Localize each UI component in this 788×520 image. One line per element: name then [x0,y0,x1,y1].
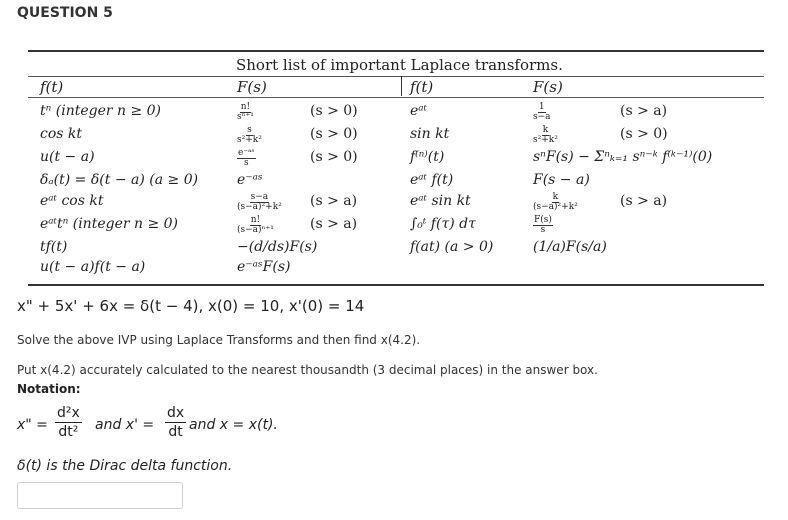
transform-fraction [533,193,578,212]
function-cell: eᵃᵗ cos kt [40,193,104,209]
transform-fraction [533,216,553,235]
header-F-right: F(s) [533,78,563,96]
function-cell: f⁽ⁿ⁾(t) [410,149,445,165]
xpp-denominator: dt² [58,424,79,440]
header-f-left: f(t) [40,78,64,96]
fraction-denominator: s [243,158,249,168]
fraction-numerator: s−a [250,192,269,202]
notation-label: Notation: [17,382,81,396]
transform-cell [533,103,551,122]
function-cell: sin kt [410,126,450,142]
fraction-numerator: n! [250,215,261,225]
transform-cell [533,149,712,165]
transform-condition: (s > a) [620,103,668,119]
xpp-numerator: d²x [57,405,80,421]
fraction-numerator: k [552,192,559,202]
transform-cell [533,126,558,145]
fraction-denominator: s [540,225,546,235]
transform-expression: −(d/ds)F(s) [237,239,318,255]
ivp-equation: x" + 5x' + 6x = δ(t − 4), x(0) = 10, x'(0) = 14 [17,297,365,315]
xp-denominator: dt [168,424,183,440]
and-xp-label: and x' = [95,417,155,433]
function-cell: u(t − a)f(t − a) [40,259,146,275]
transform-cell [237,149,256,168]
first-derivative-fraction [165,405,186,441]
second-derivative-fraction [55,405,82,441]
function-cell: eᵃᵗ f(t) [410,172,454,188]
transform-condition: (s > 0) [310,103,358,119]
transform-cell [237,193,282,212]
function-cell: eᵃᵗ [410,103,427,119]
fraction-numerator: k [542,125,549,135]
transform-expression: F(s − a) [533,172,590,188]
transform-cell [237,103,254,122]
transform-fraction [237,193,282,212]
fraction-numerator: 1 [538,102,545,112]
transform-cell [237,126,262,145]
transform-cell [237,172,263,188]
transform-expression: (1/a)F(s/a) [533,239,607,255]
function-cell: tf(t) [40,239,68,255]
function-cell: cos kt [40,126,83,142]
header-F-left: F(s) [237,78,267,96]
transform-expression: e⁻ᵃˢ [237,172,263,188]
transform-expression: sⁿF(s) − Σⁿₖ₌₁ sⁿ⁻ᵏ f⁽ᵏ⁻¹⁾(0) [533,149,713,165]
transform-fraction [533,103,551,122]
fraction-denominator: (s−a)²+k² [533,202,578,212]
transform-fraction [237,103,254,122]
dirac-note: δ(t) is the Dirac delta function. [17,458,233,474]
fraction-numerator: e⁻ᵃˢ [238,148,255,158]
answer-instruction-text: Put x(4.2) accurately calculated to the nearest thousandth (3 decimal places) in the answer box. [17,363,598,377]
question-title: QUESTION 5 [17,5,113,21]
instruction-text: Solve the above IVP using Laplace Transforms and then find x(4.2). [17,333,421,347]
transform-fraction [237,216,274,235]
table-bottom-rule [28,284,764,286]
transform-condition: (s > 0) [310,149,358,165]
xp-numerator: dx [167,405,185,421]
transform-expression: e⁻ᵃˢF(s) [237,259,291,275]
fraction-denominator: sⁿ⁺¹ [237,112,254,122]
transform-condition: (s > 0) [310,126,358,142]
transform-fraction [533,126,558,145]
transform-cell [533,216,553,235]
function-cell: f(at) (a > 0) [410,239,494,255]
transform-fraction [237,126,262,145]
fraction-denominator: (s−a)ⁿ⁺¹ [237,225,274,235]
transform-cell [533,239,607,255]
function-cell: δₐ(t) = δ(t − a) (a ≥ 0) [40,172,199,188]
fraction-numerator: n! [240,102,251,112]
and-x-label: and x = x(t). [189,417,278,433]
function-cell: tⁿ (integer n ≥ 0) [40,103,162,119]
transform-condition: (s > a) [620,193,668,209]
answer-input[interactable] [17,482,183,509]
transform-cell [533,193,578,212]
transform-cell [237,259,290,275]
header-rule [28,97,764,98]
fraction-denominator: (s−a)²+k² [237,202,282,212]
column-separator [401,76,402,96]
transform-condition: (s > a) [310,193,358,209]
function-cell: u(t − a) [40,149,95,165]
header-f-right: f(t) [410,78,434,96]
transform-fraction [237,149,256,168]
transform-condition: (s > a) [310,216,358,232]
fraction-numerator: s [247,125,252,135]
fraction-denominator: s−a [533,112,551,122]
fraction-denominator: s²+k² [533,135,558,145]
function-cell: eᵃᵗ sin kt [410,193,471,209]
function-cell: eᵃᵗtⁿ (integer n ≥ 0) [40,216,179,232]
transform-condition: (s > 0) [620,126,668,142]
transform-cell [237,239,317,255]
transform-cell [237,216,274,235]
function-cell: ∫₀ᵗ f(τ) dτ [410,216,476,232]
fraction-numerator: F(s) [534,215,552,225]
table-top-rule [28,50,764,52]
table-caption: Short list of important Laplace transforms. [236,56,563,74]
xpp-label: x" = [17,417,48,433]
caption-rule [28,76,764,77]
transform-cell [533,172,590,188]
fraction-denominator: s²+k² [237,135,262,145]
